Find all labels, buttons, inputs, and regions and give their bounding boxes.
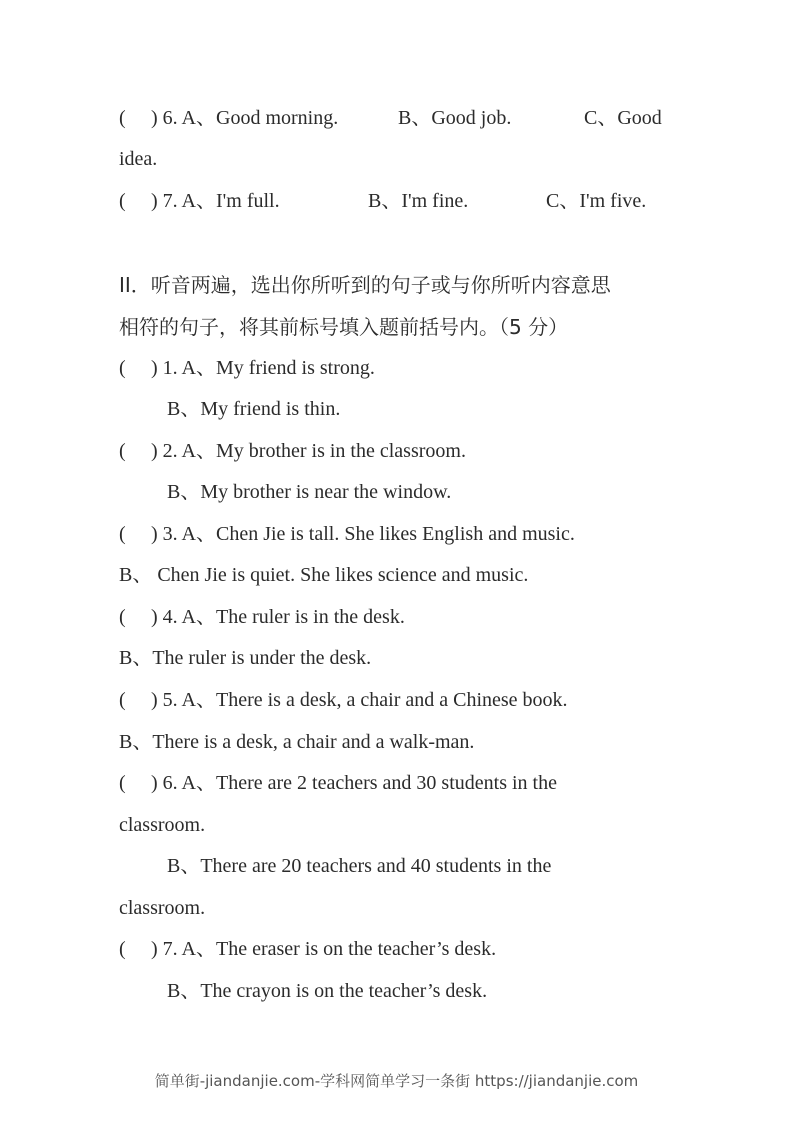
item7-option-a: ) 7. A、The eraser is on the teacher’s desk. (151, 938, 497, 960)
item5-option-a: ) 5. A、There is a desk, a chair and a Chinese book. (151, 689, 568, 711)
item7-option-b: B、The crayon is on the teacher’s desk. (167, 980, 488, 1002)
item2-option-a: ) 2. A、My brother is in the classroom. (151, 440, 466, 462)
item1-option-b: B、My friend is thin. (167, 398, 341, 420)
item6-option-b: B、There are 20 teachers and 40 students in the (167, 855, 552, 877)
item6-paren: ( (119, 772, 126, 794)
item2-option-b: B、My brother is near the window. (167, 481, 452, 503)
q6-option-a: ) 6. A、Good morning. (151, 107, 339, 129)
q7-option-b: B、I'm fine. (368, 190, 469, 212)
q7-paren: ( (119, 190, 126, 212)
item1-option-a: ) 1. A、My friend is strong. (151, 357, 375, 379)
item6-option-a: ) 6. A、There are 2 teachers and 30 students in the (151, 772, 557, 794)
page-footer: 简单街-jiandanjie.com-学科网简单学习一条街 https://jiandanjie.com (154, 1072, 639, 1090)
q6-option-b: B、Good job. (398, 107, 512, 129)
item4-paren: ( (119, 606, 126, 628)
item5-option-b: B、There is a desk, a chair and a walk-man. (119, 731, 475, 753)
item3-paren: ( (119, 523, 126, 545)
item3-option-b: B、 Chen Jie is quiet. She likes science and music. (119, 564, 529, 586)
section2-heading-line2: 相符的句子，将其前标号填入题前括号内。（5 分） (119, 315, 569, 339)
q6-option-c-wrap: idea. (119, 148, 158, 170)
item3-option-a: ) 3. A、Chen Jie is tall. She likes English and music. (151, 523, 575, 545)
item4-option-b: B、The ruler is under the desk. (119, 647, 372, 669)
q7-option-a: ) 7. A、I'm full. (151, 190, 280, 212)
item4-option-a: ) 4. A、The ruler is in the desk. (151, 606, 405, 628)
item6-option-a-wrap: classroom. (119, 814, 206, 836)
q6-option-c: C、Good (584, 107, 662, 129)
item1-paren: ( (119, 357, 126, 379)
q7-option-c: C、I'm five. (546, 190, 647, 212)
section2-heading-line1: II．听音两遍，选出你所听到的句子或与你所听内容意思 (119, 273, 611, 297)
item2-paren: ( (119, 440, 126, 462)
item6-option-b-wrap: classroom. (119, 897, 206, 919)
item7-paren: ( (119, 938, 126, 960)
item5-paren: ( (119, 689, 126, 711)
q6-paren: ( (119, 107, 126, 129)
